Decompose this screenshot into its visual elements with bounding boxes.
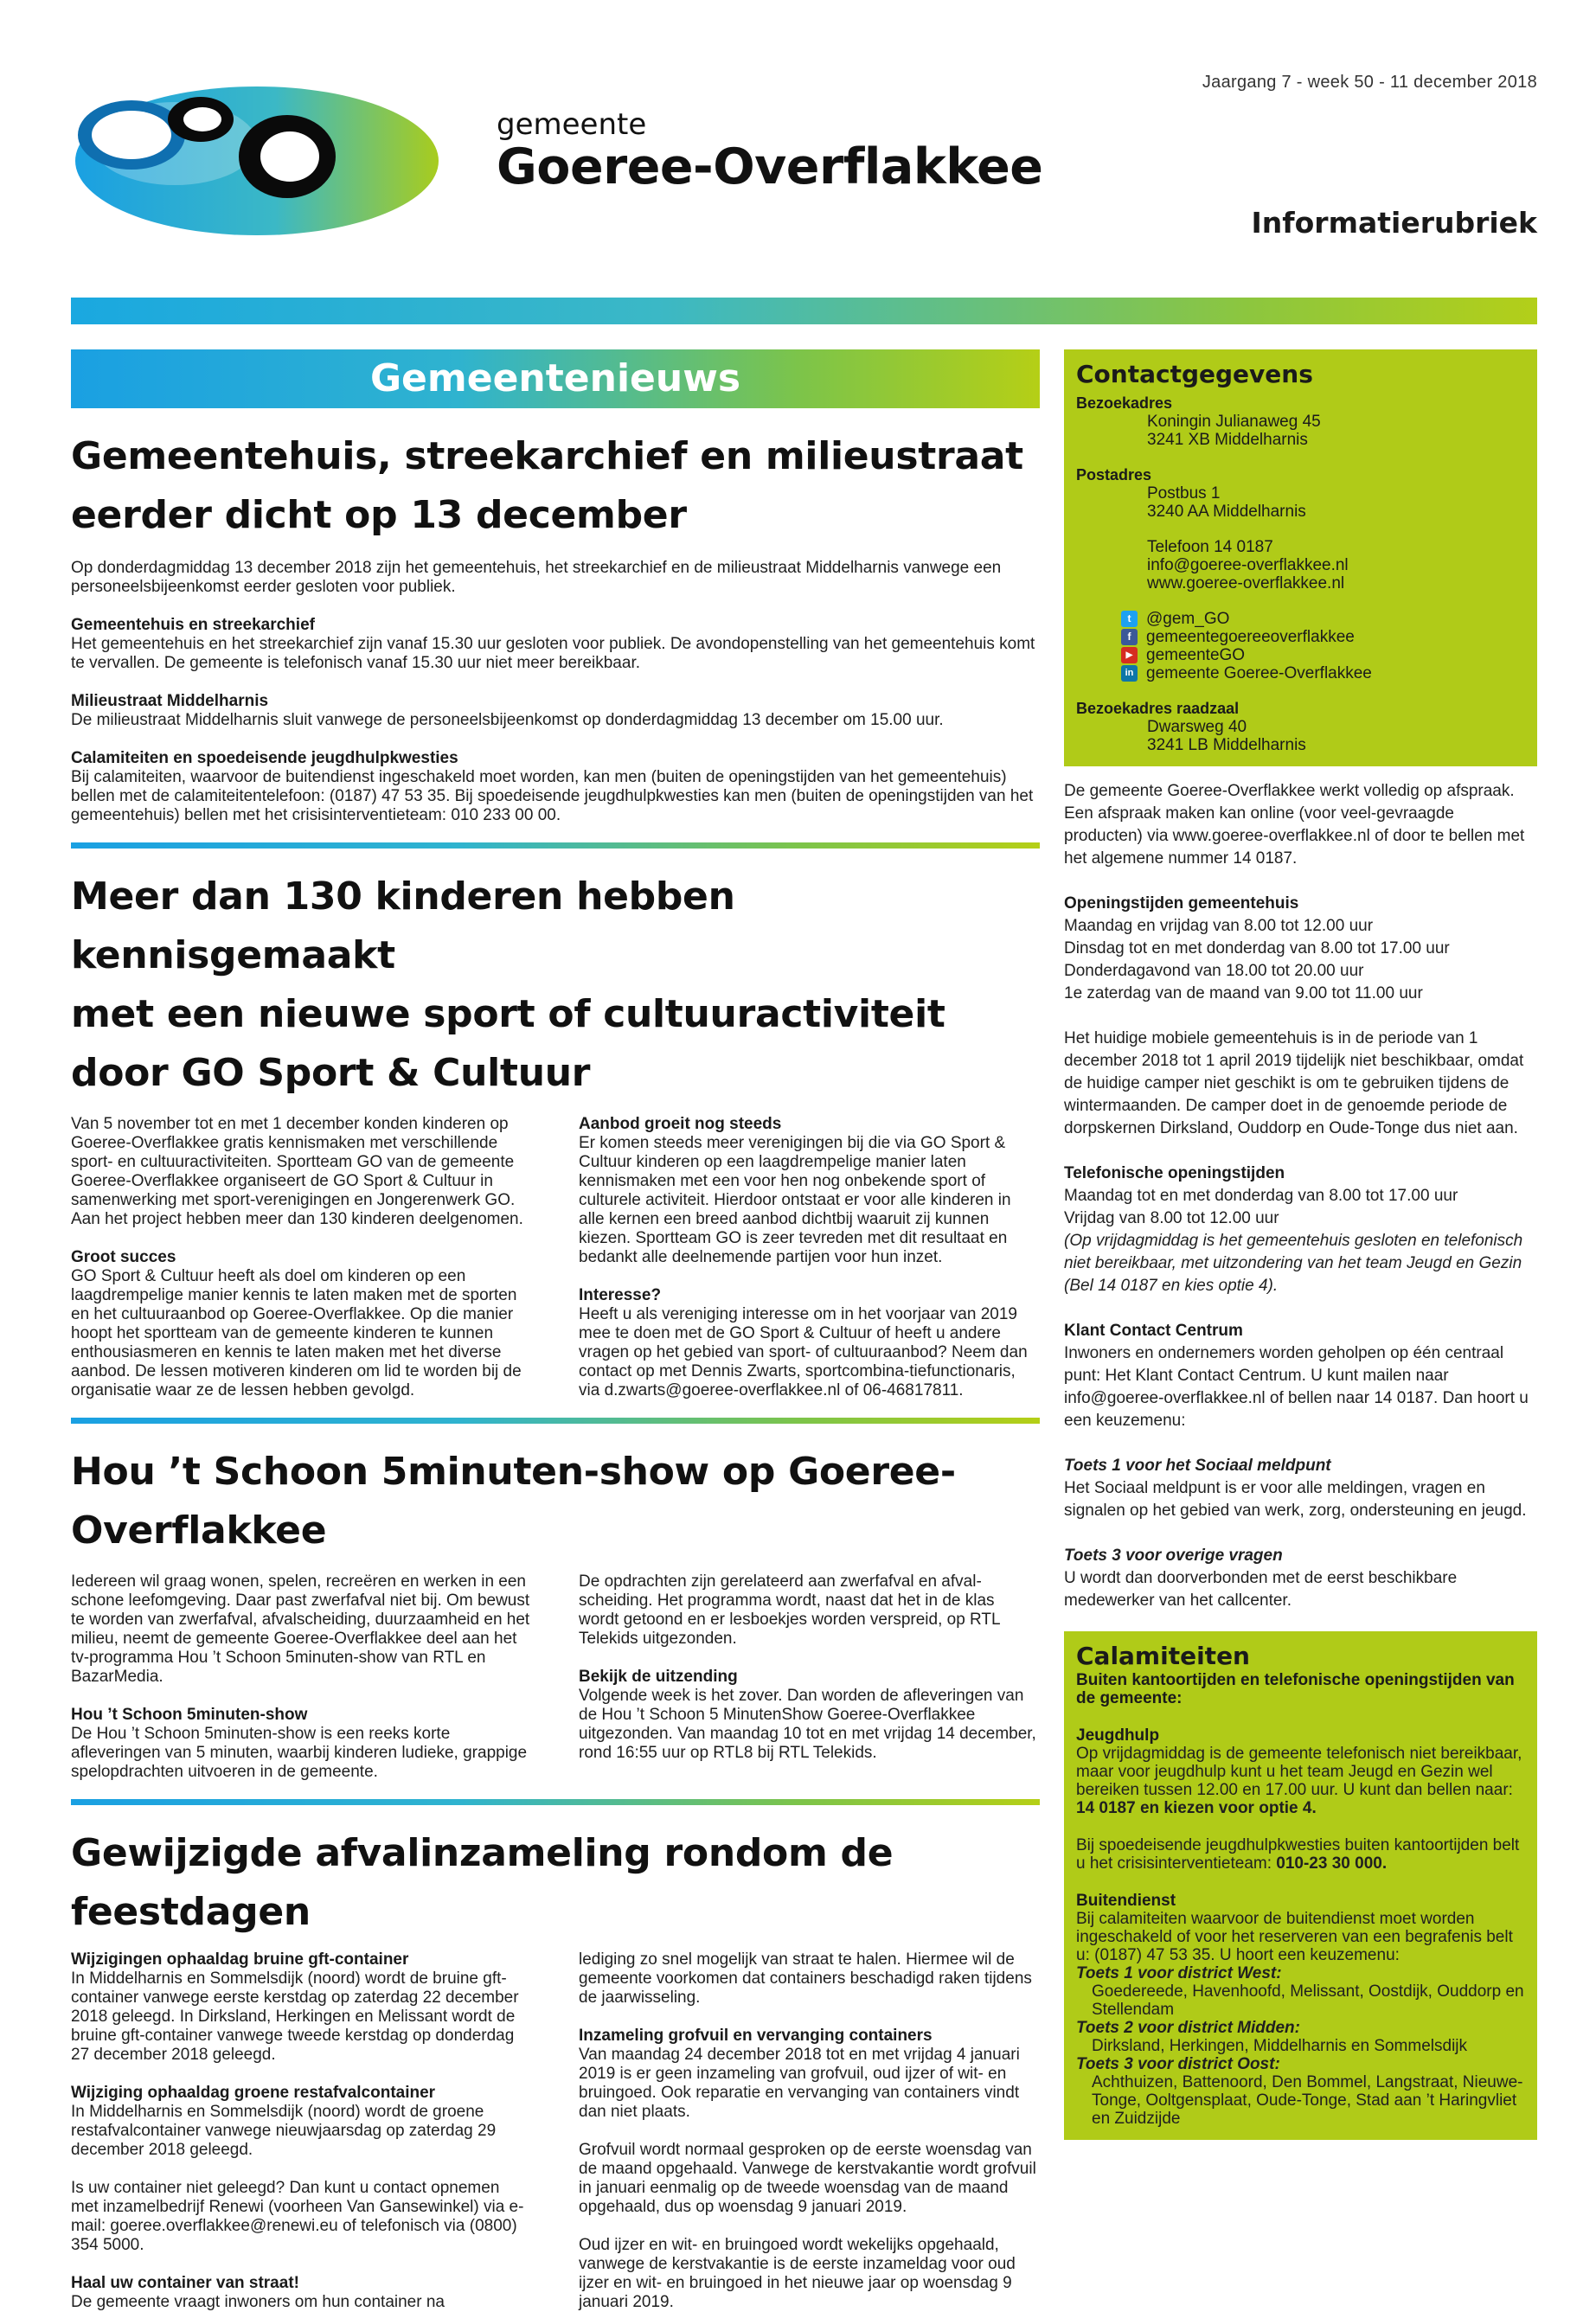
gemeente-logo-icon (71, 74, 452, 239)
openingstijden-line: Maandag en vrijdag van 8.00 tot 12.00 uur (1064, 917, 1374, 935)
section-heading: Milieustraat Middelharnis (71, 692, 269, 710)
openingstijden-heading: Openingstijden gemeentehuis (1064, 894, 1299, 913)
social-twitter[interactable] (1076, 610, 1525, 628)
jeugdhulp-number: 14 0187 en kiezen voor optie 4 (1076, 1799, 1312, 1817)
social-facebook[interactable] (1076, 628, 1525, 646)
facebook-icon: f (1121, 629, 1138, 645)
telefonisch-line: Maandag tot en met donderdag van 8.00 tot 17.00 uur (1064, 1187, 1458, 1205)
section-heading: Calamiteiten en spoedeisende jeugdhulpkwesties (71, 749, 458, 767)
section-text: In Middelharnis en Sommelsdijk (noord) wordt de groene restafvalcontainer vanwege nieuwjaarsdag op zaterdag 29 december 2018 geleegd. (71, 2103, 497, 2159)
openingstijden-line: 1e zaterdag van de maand van 9.00 tot 11.00 uur (1064, 984, 1423, 1002)
calamiteiten-box: Calamiteiten Buiten kantoortijden en telefonische openingstijden van de gemeente: Jeugdhulp Op vrijdagmiddag is de gemeente telefonisch niet bereikbaar, maar voor jeugdhulp kunt u het team Jeugd en Gezin wel bereiken tussen 12.00 en 17.00 uur. U kunt dan bellen naar: 14 0187 en kiezen voor optie 4. Bij spoedeisende jeugdhulpkwesties buiten kantoortijden belt u het crisisinterventieteam: 010-23 30 000. Buitendienst Bij calamiteiten waarvoor de buitendienst moet worden ingeschakeld of voor het reserveren van een begrafenis belt u: (0187) 47 53 35. U hoort een keuzemenu: Toets 1 voor district West: Goedereede, Havenhoofd, Melissant, Oostdijk, Ouddorp en Stellendam Toets 2 voor district Midden: Dirksland, Herkingen, Middelharnis en Sommelsdijk Toets 3 voor district Oost: Achthuizen, Battenoord, Den Bommel, Langstraat, Nieuwe-Tonge, Ooltgensplaat, Oude-Tonge, Stad aan ’t Haringvliet en Zuidzijde (1064, 1631, 1537, 2140)
calamiteiten-title: Calamiteiten (1076, 1642, 1250, 1670)
article-title: Hou ’t Schoon 5minuten-show op Goeree-Overflakkee (71, 1450, 956, 1553)
section-text: Er komen steeds meer verenigingen bij die via GO Sport & Cultuur kinderen op een laagdrempelige manier laten kennismaken met een voor hen nog onbekende sport of culturele activiteit. Hierdoor ontstaat er voor alle kinderen in alle kernen een breed aanbod dichtbij waaruit zij kunnen kiezen. Sportteam GO is zeer tevreden met dit resultaat en bedankt alle deelnemende partijen voor hun inzet. (579, 1134, 1011, 1266)
buitendienst-text: Bij calamiteiten waarvoor de buitendienst moet worden ingeschakeld of voor het reserveren van een begrafenis belt u: (0187) 47 53 35. U hoort een keuzemenu: (1076, 1910, 1513, 1964)
main-column (71, 349, 1040, 2312)
postadres-label: Postadres (1076, 466, 1152, 484)
telefonisch-line: Vrijdag van 8.00 tot 12.00 uur (1064, 1209, 1279, 1227)
section-text: Oud ijzer en wit- en bruingoed wordt wekelijks opgehaald, vanwege de kerstvakantie is de eerste inzameldag voor oud ijzer en wit- en bruingoed in het nieuwe jaar op woensdag 9 januari 2019. (579, 2236, 1016, 2311)
mobiel-gemeentehuis-text: Het huidige mobiele gemeentehuis is in de periode van 1 december 2018 tot 1 april 2019 tijdelijk niet beschikbaar, omdat de huidige camper niet geschikt is om te gebruiken tijdens de wintermaanden. De camper doet in de genoemde periode de dorpskernen Dirksland, Ouddorp en Oude-Tonge dus niet aan. (1064, 1029, 1524, 1137)
section-text: Van maandag 24 december 2018 tot en met vrijdag 4 januari 2019 is er geen inzameling van grofvuil, oud ijzer of wit- en bruingoed. Ook reparatie en vervanging van containers vindt dan niet plaats. (579, 2046, 1020, 2121)
section-text: Volgende week is het zover. Dan worden de afleveringen van de Hou ’t Schoon 5 MinutenShow Goeree-Overflakkee uitgezonden. Van maandag 10 tot en met vrijdag 14 december, rond 16:55 uur op RTL8 bij RTL Telekids. (579, 1687, 1036, 1762)
section-text: GO Sport & Cultuur heeft als doel om kinderen op een laagdrempelige manier kennis te laten maken met de sporten en het cultuuraanbod op Goeree-Overflakkee. Op die manier hoopt het sportteam van de gemeente kinderen te kunnen enthousiasmeren en kennis te laten maken met het diverse aanbod. De lessen motiveren kinderen om lid te worden bij de organisatie waar ze de lessen hebben gevolgd. (71, 1267, 522, 1399)
twitter-icon: t (1121, 611, 1138, 627)
social-label: gemeentegoereeoverflakkee (1146, 628, 1355, 646)
brand-name: Goeree-Overflakkee (497, 138, 1043, 195)
article-afvalinzameling (71, 1824, 1040, 2312)
bezoekadres-line: Koningin Julianaweg 45 (1147, 413, 1321, 431)
afspraak-text: De gemeente Goeree-Overflakkee werkt volledig op afspraak. Een afspraak maken kan online (voor veel-gevraagde producten) via www.goeree-overflakkee.nl of door te bellen met het algemene nummer 14 0187. (1064, 782, 1525, 868)
section-heading: Wijziging ophaaldag groene restafvalcontainer (71, 2084, 436, 2102)
kcc-text: Inwoners en ondernemers worden geholpen op één centraal punt: Het Klant Contact Centrum. U kunt mailen naar info@goeree-overflakkee.nl of bellen naar 14 0187. Dan hoort u een keuzemenu: (1064, 1344, 1529, 1430)
bezoekadres-line: 3241 XB Middelharnis (1147, 431, 1308, 449)
section-text: Is uw container niet geleegd? Dan kunt u contact opnemen met inzamelbedrijf Renewi (voorheen Van Gansewinkel) via e-mail: goeree.overflakkee@renewi.eu of telefonisch via (0800) 354 5000. (71, 2179, 524, 2254)
contact-website[interactable]: www.goeree-overflakkee.nl (1147, 574, 1345, 592)
section-heading: Aanbod groeit nog steeds (579, 1115, 782, 1133)
gemeentenieuws-banner: Gemeentenieuws (71, 349, 1040, 408)
article-go-sport (71, 868, 1040, 1400)
section-heading: Gemeentehuis en streekarchief (71, 616, 315, 634)
article-hou-t-schoon (71, 1443, 1040, 1782)
section-text: De opdrachten zijn gerelateerd aan zwerfafval en afval-scheiding. Het programma wordt, naast dat het in de klas wordt getoond en er lesboekjes worden verspreid, op RTL Telekids uitgezonden. (579, 1572, 1000, 1648)
district-text: Achthuizen, Battenoord, Den Bommel, Langstraat, Nieuwe-Tonge, Ooltgensplaat, Oude-Tonge, Stad aan ’t Haringvliet en Zuidzijde (1092, 2073, 1523, 2128)
article-title: eerder dicht op 13 december (71, 493, 687, 537)
section-heading: Bekijk de uitzending (579, 1668, 738, 1686)
section-label: Informatierubriek (1251, 206, 1537, 240)
social-label: @gem_GO (1146, 610, 1230, 628)
section-text: De Hou ’t Schoon 5minuten-show is een reeks korte afleveringen van 5 minuten, waarbij kinderen ludieke, grappige spelopdrachten uitvoeren in de gemeente. (71, 1725, 528, 1781)
postadres-line: 3240 AA Middelharnis (1147, 503, 1306, 521)
buitendienst-heading: Buitendienst (1076, 1892, 1176, 1910)
toets1-text: Het Sociaal meldpunt is er voor alle meldingen, vragen en signalen op het gebied van werk, zorg, ondersteuning en jeugd. (1064, 1479, 1527, 1520)
raadzaal-line: Dwarsweg 40 (1147, 718, 1247, 736)
contact-title: Contactgegevens (1076, 360, 1313, 388)
calamiteiten-subtitle: Buiten kantoortijden en telefonische openingstijden van de gemeente: (1076, 1671, 1515, 1707)
openingstijden-line: Donderdagavond van 18.00 tot 20.00 uur (1064, 962, 1364, 980)
article-separator (71, 1418, 1040, 1424)
header-gradient-bar (71, 298, 1537, 324)
section-text: In Middelharnis en Sommelsdijk (noord) wordt de bruine gft-container vanwege eerste kerstdag op zaterdag 22 december 2018 geleegd. In Dirksland, Herkingen en Melissant wordt de bruine gft-container vanwege tweede kerstdag op donderdag 27 december 2018 geleegd. (71, 1969, 519, 2064)
article-title: met een nieuwe sport of cultuuractiviteit (71, 992, 945, 1036)
bezoekadres-label: Bezoekadres (1076, 394, 1173, 412)
social-label: gemeente Goeree-Overflakkee (1146, 664, 1372, 682)
article-title: Gewijzigde afvalinzameling rondom de feestdagen (71, 1831, 894, 1934)
section-text: Het gemeentehuis en het streekarchief zijn vanaf 15.30 uur gesloten voor publiek. De avondopenstelling van het gemeentehuis komt te vervallen. De gemeente is telefonisch vanaf 15.30 uur niet meer bereikbaar. (71, 635, 1035, 672)
edition-line: Jaargang 7 - week 50 - 11 december 2018 (1202, 73, 1537, 92)
district-heading: Toets 1 voor district West: (1076, 1964, 1282, 1982)
article-title: door GO Sport & Cultuur (71, 1051, 591, 1095)
section-text: Bij calamiteiten, waarvoor de buitendienst ingeschakeld moet worden, kan men (buiten de openingstijden van het gemeentehuis) bellen met de calamiteitentelefoon: (0187) 47 53 35. Bij spoedeisende jeugdhulpkwesties kan men (buiten de openingstijden van het gemeentehuis) bellen met het crisisinterventieteam: 010 233 00 00. (71, 768, 1034, 824)
section-text: lediging zo snel mogelijk van straat te halen. Hiermee wil de gemeente voorkomen dat containers beschadigd raken tijdens de jaarwisseling. (579, 1950, 1032, 2007)
social-label: gemeenteGO (1146, 646, 1246, 664)
district-text: Dirksland, Herkingen, Middelharnis en Sommelsdijk (1092, 2037, 1468, 2055)
district-heading: Toets 3 voor district Oost: (1076, 2055, 1280, 2073)
spoed-text: Bij spoedeisende jeugdhulpkwesties buiten kantoortijden belt u het crisisinterventieteam: (1076, 1836, 1520, 1873)
section-text: De gemeente vraagt inwoners om hun container na (71, 2293, 445, 2311)
kcc-heading: Klant Contact Centrum (1064, 1322, 1243, 1340)
jeugdhulp-text: Op vrijdagmiddag is de gemeente telefonisch niet bereikbaar, maar voor jeugdhulp kunt u het team Jeugd en Gezin wel bereiken tussen 12.00 en 17.00 uur. U kunt dan bellen naar: (1076, 1745, 1522, 1799)
jeugdhulp-heading: Jeugdhulp (1076, 1726, 1160, 1745)
section-heading: Haal uw container van straat! (71, 2274, 299, 2292)
toets3-text: U wordt dan doorverbonden met de eerst beschikbare medewerker van het callcenter. (1064, 1569, 1458, 1610)
article-separator (71, 842, 1040, 849)
article-separator (71, 1799, 1040, 1805)
section-text: Heeft u als vereniging interesse om in het voorjaar van 2019 mee te doen met de GO Sport & Cultuur of heeft u andere vragen op het gebied van sport- of cultuuraanbod? Neem dan contact op met Dennis Zwarts, sportcombina-tiefunctionaris, via d.zwarts@goeree-overflakkee.nl of 06-46817811. (579, 1305, 1028, 1399)
district-heading: Toets 2 voor district Midden: (1076, 2019, 1300, 2037)
linkedin-icon: in (1121, 665, 1138, 682)
raadzaal-line: 3241 LB Middelharnis (1147, 736, 1306, 754)
contact-phone: Telefoon 14 0187 (1147, 538, 1273, 556)
toets1-heading: Toets 1 voor het Sociaal meldpunt (1064, 1457, 1331, 1475)
contact-email[interactable]: info@goeree-overflakkee.nl (1147, 556, 1349, 574)
section-heading: Inzameling grofvuil en vervanging containers (579, 2027, 933, 2045)
social-youtube[interactable] (1076, 646, 1525, 664)
openingstijden-line: Dinsdag tot en met donderdag van 8.00 tot 17.00 uur (1064, 939, 1450, 957)
youtube-icon: ▶ (1121, 647, 1138, 663)
district-text: Goedereede, Havenhoofd, Melissant, Oostdijk, Ouddorp en Stellendam (1092, 1982, 1524, 2019)
section-heading: Groot succes (71, 1248, 176, 1266)
telefonisch-note: (Op vrijdagmiddag is het gemeentehuis gesloten en telefonisch niet bereikbaar, met uitzondering van het team Jeugd en Gezin (Bel 14 0187 en kies optie 4). (1064, 1232, 1523, 1295)
section-heading: Wijzigingen ophaaldag bruine gft-container (71, 1950, 409, 1969)
telefonisch-heading: Telefonische openingstijden (1064, 1164, 1285, 1182)
section-text: De milieustraat Middelharnis sluit vanwege de personeelsbijeenkomst op donderdagmiddag 13 december om 15.00 uur. (71, 711, 944, 729)
sidebar (1064, 349, 1537, 2140)
brand-gemeente: gemeente (497, 107, 647, 142)
article-intro: Van 5 november tot en met 1 december konden kinderen op Goeree-Overflakkee gratis kennismaken met verschillende sport- en cultuuractiviteiten. Sportteam GO van de gemeente Goeree-Overflakkee organiseert de GO Sport & Cultuur in samenwerking met sport-verenigingen en Jongerenwerk GO. Aan het project hebben meer dan 130 kinderen deelgenomen. (71, 1115, 523, 1228)
toets3-heading: Toets 3 voor overige vragen (1064, 1547, 1283, 1565)
article-title: Gemeentehuis, streekarchief en milieustraat (71, 434, 1023, 478)
article-intro: Op donderdagmiddag 13 december 2018 zijn het gemeentehuis, het streekarchief en de milieustraat Middelharnis vanwege een personeelsbijeenkomst eerder gesloten voor publiek. (71, 559, 1002, 596)
contact-box (1064, 349, 1537, 766)
article-gemeentehuis (71, 427, 1040, 825)
section-heading: Interesse? (579, 1286, 662, 1304)
postadres-line: Postbus 1 (1147, 484, 1221, 503)
article-intro: Iedereen wil graag wonen, spelen, recreëren en werken in een schone leefomgeving. Daar past zwerfafval niet bij. Om bewust te worden van zwerfafval, afvalscheiding, duurzaamheid en het milieu, neemt de gemeente Goeree-Overflakkee deel aan het tv-programma Hou ’t Schoon 5minuten-show van RTL en BazarMedia. (71, 1572, 530, 1686)
article-title: Meer dan 130 kinderen hebben kennisgemaakt (71, 874, 735, 977)
spoed-number: 010-23 30 000 (1276, 1854, 1382, 1873)
raadzaal-label: Bezoekadres raadzaal (1076, 700, 1240, 717)
section-text: Grofvuil wordt normaal gesproken op de eerste woensdag van de maand opgehaald. Vanwege de kerstvakantie wordt grofvuil in januari eenmalig op de tweede woensdag van de maand opgehaald, dus op woensdag 9 januari 2019. (579, 2141, 1036, 2216)
social-linkedin[interactable] (1076, 664, 1525, 682)
section-heading: Hou ’t Schoon 5minuten-show (71, 1706, 308, 1724)
